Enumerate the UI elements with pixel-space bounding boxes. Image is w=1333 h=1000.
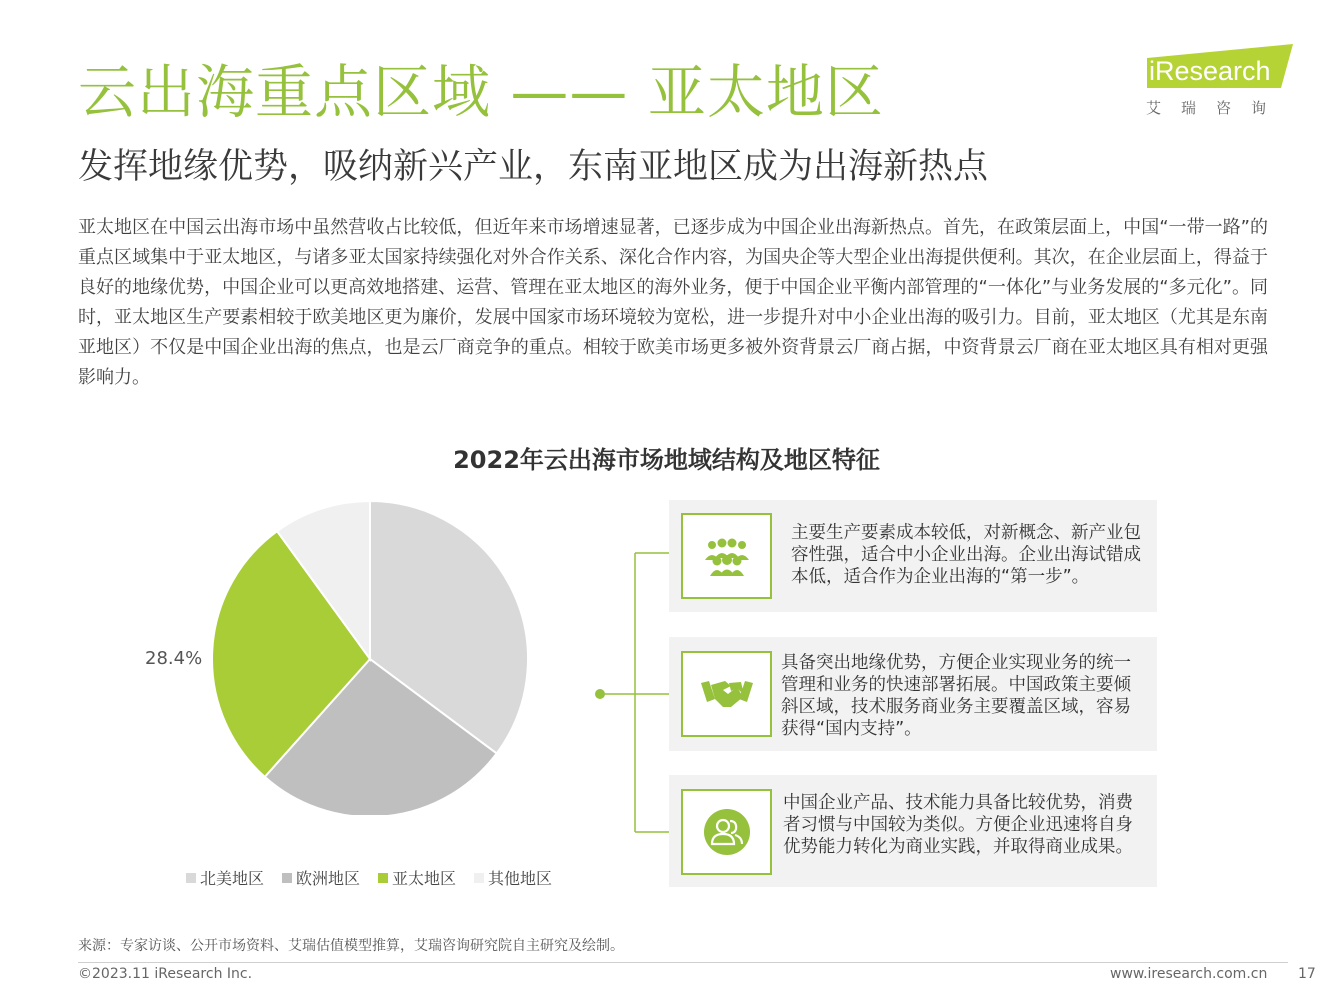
feature-icon-box <box>681 513 772 599</box>
connector-dot <box>595 689 605 699</box>
website-link[interactable]: www.iresearch.com.cn <box>1110 966 1268 982</box>
feature-icon-box <box>681 789 772 875</box>
legend-swatch <box>378 873 388 883</box>
page-number: 17 <box>1298 966 1316 982</box>
legend-item-asia-pacific <box>378 866 456 889</box>
legend-label: 其他地区 <box>488 869 553 888</box>
data-label-asia-pacific: 28.4% <box>145 648 203 669</box>
people-icon <box>704 809 750 855</box>
legend-swatch <box>186 873 196 883</box>
legend-item-north-america <box>186 866 264 889</box>
page-subtitle: 发挥地缘优势，吸纳新兴产业，东南亚地区成为出海新热点 <box>78 147 989 187</box>
legend-swatch <box>282 873 292 883</box>
feature-text: 主要生产要素成本较低，对新概念、新产业包容性强，适合中小企业出海。企业出海试错成本低，适合作为企业出海的“第一步”。 <box>791 523 1141 587</box>
legend-label: 北美地区 <box>200 869 265 888</box>
body-paragraph: 亚太地区在中国云出海市场中虽然营收占比较低，但近年来市场增速显著，已逐步成为中国企业出海新热点。首先，在政策层面上，中国“一带一路”的重点区域集中于亚太地区，与诸多亚太国家持续强化对外合作关系、深化合作内容，为国央企等大型企业出海提供便利。其次，在企业层面上，得益于良好的地缘优势，中国企业可以更高效地搭建、运营、管理在亚太地区的海外业务，便于中国企业平衡内部管理的“一体化”与业务发展的“多元化”。同时，亚太地区生产要素相较于欧美地区更为廉价，发展中国家市场环境较为宽松，进一步提升对中小企业出海的吸引力。目前，亚太地区（尤其是东南亚地区）不仅是中国企业出海的焦点，也是云厂商竞争的重点。相较于欧美市场更多被外资背景云厂商占据，中资背景云厂商在亚太地区具有相对更强影响力。 <box>78 217 1268 388</box>
chart-legend <box>186 866 552 889</box>
copyright-text: ©2023.11 iResearch Inc. <box>78 966 253 982</box>
feature-card-1 <box>669 500 1157 612</box>
legend-swatch <box>474 873 484 883</box>
feature-text: 中国企业产品、技术能力具备比较优势，消费者习惯与中国较为类似。方便企业迅速将自身优势能力转化为商业实践，并取得商业成果。 <box>783 793 1133 857</box>
feature-card-3 <box>669 775 1157 887</box>
logo-brand-text: iResearch <box>1149 56 1271 86</box>
footer-divider <box>78 962 1288 963</box>
legend-item-other <box>474 866 552 889</box>
pie-chart <box>195 485 545 815</box>
group-icon <box>702 536 752 576</box>
feature-icon-box <box>681 651 772 737</box>
feature-card-2 <box>669 637 1157 751</box>
legend-label: 亚太地区 <box>392 869 457 888</box>
chart-title: 2022年云出海市场地域结构及地区特征 <box>453 446 880 474</box>
page-title: 云出海重点区域 —— 亚太地区 <box>78 58 884 126</box>
handshake-icon <box>701 677 753 711</box>
feature-text: 具备突出地缘优势，方便企业实现业务的统一管理和业务的快速部署拓展。中国政策主要倾斜区域，技术服务商业务主要覆盖区域，容易获得“国内支持”。 <box>781 653 1131 739</box>
legend-item-europe <box>282 866 360 889</box>
legend-label: 欧洲地区 <box>296 869 361 888</box>
source-note: 来源：专家访谈、公开市场资料、艾瑞估值模型推算，艾瑞咨询研究院自主研究及绘制。 <box>78 938 624 954</box>
logo-subtitle: 艾瑞咨询 <box>1146 99 1287 117</box>
